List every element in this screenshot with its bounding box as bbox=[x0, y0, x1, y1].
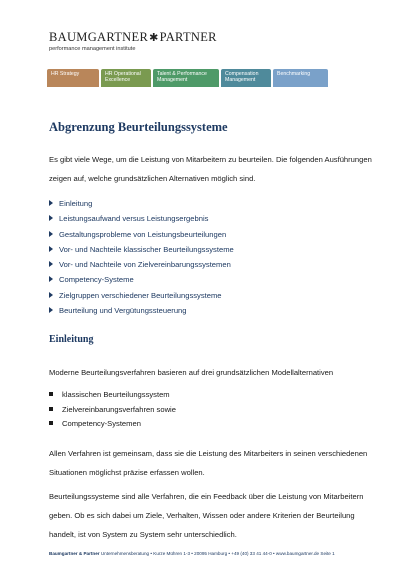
tab-hr-strategy[interactable]: HR Strategy bbox=[47, 69, 99, 87]
list-item bbox=[49, 417, 176, 432]
triangle-right-icon bbox=[49, 292, 53, 298]
list-item bbox=[49, 388, 176, 403]
toc-item[interactable] bbox=[49, 227, 234, 242]
logo-name-right: PARTNER bbox=[159, 30, 217, 44]
logo-wordmark bbox=[49, 31, 217, 45]
square-bullet-icon bbox=[49, 421, 53, 425]
list-item bbox=[49, 403, 176, 418]
triangle-right-icon bbox=[49, 307, 53, 313]
toc-link-competency[interactable]: Competency-Systeme bbox=[59, 275, 134, 285]
square-bullet-icon bbox=[49, 407, 53, 411]
triangle-right-icon bbox=[49, 215, 53, 221]
tab-talent-performance-management[interactable]: Talent & Performance Management bbox=[153, 69, 219, 87]
toc-link-klassische-systeme[interactable]: Vor- und Nachteile klassischer Beurteilungssysteme bbox=[59, 244, 234, 254]
toc-item[interactable] bbox=[49, 303, 234, 318]
toc-item[interactable] bbox=[49, 196, 234, 211]
footer-company: Baumgartner & Partner bbox=[49, 551, 100, 556]
triangle-right-icon bbox=[49, 231, 53, 237]
toc-link-leistungsaufwand[interactable]: Leistungsaufwand versus Leistungsergebnis bbox=[59, 214, 209, 224]
section-paragraph-3: Beurteilungssysteme sind alle Verfahren, die ein Feedback über die Leistung von Mitarbeitern geben. Ob es sich dabei um Ziele, Verhalten, Wissen oder andere Kriterien der Beurteilung handelt, ist von System zu System sehr unterschiedlich. bbox=[49, 492, 364, 539]
logo-tagline: performance management institute bbox=[49, 46, 136, 52]
footer-details: Unternehmensberatung • Kurze Mühren 1-3 • 20095 Hamburg • +49 (40) 33 41 44-0 • www.baumgartner.de bbox=[100, 551, 320, 556]
section-heading: Einleitung bbox=[49, 334, 94, 345]
star-icon: ✱ bbox=[149, 32, 159, 44]
list-item-text: Competency-Systemen bbox=[62, 419, 141, 428]
tab-benchmarking[interactable]: Benchmarking bbox=[273, 69, 328, 87]
section-paragraph-1: Moderne Beurteilungsverfahren basieren auf drei grundsätzlichen Modellalternativen bbox=[49, 368, 334, 377]
toc-item[interactable] bbox=[49, 272, 234, 287]
page-title: Abgrenzung Beurteilungssysteme bbox=[49, 120, 228, 134]
footer-page-number: Seite 1 bbox=[320, 551, 335, 556]
toc-link-zielvereinbarung[interactable]: Vor- und Nachteile von Zielvereinbarungssystemen bbox=[59, 260, 231, 270]
section-paragraph-2: Allen Verfahren ist gemeinsam, dass sie die Leistung des Mitarbeiters in seinen verschiedenen Situationen möglichst präzise erfassen wollen. bbox=[49, 449, 368, 477]
tab-compensation-management[interactable]: Compensation Management bbox=[221, 69, 271, 87]
company-logo bbox=[49, 31, 217, 52]
square-bullet-icon bbox=[49, 392, 53, 396]
toc-link-gestaltungsprobleme[interactable]: Gestaltungsprobleme von Leistungsbeurteilungen bbox=[59, 229, 227, 239]
toc-item[interactable] bbox=[49, 242, 234, 257]
bullet-list bbox=[49, 388, 176, 432]
table-of-contents bbox=[49, 196, 234, 318]
logo-name-left: BAUMGARTNER bbox=[49, 30, 149, 44]
triangle-right-icon bbox=[49, 200, 53, 206]
toc-item[interactable] bbox=[49, 288, 234, 303]
intro-paragraph: Es gibt viele Wege, um die Leistung von Mitarbeitern zu beurteilen. Die folgenden Ausführungen zeigen auf, welche grundsätzlichen Alternativen möglich sind. bbox=[49, 155, 372, 183]
list-item-text: Zielvereinbarungsverfahren sowie bbox=[62, 404, 176, 414]
toc-item[interactable] bbox=[49, 211, 234, 226]
toc-link-einleitung[interactable]: Einleitung bbox=[59, 199, 93, 208]
triangle-right-icon bbox=[49, 276, 53, 282]
triangle-right-icon bbox=[49, 261, 53, 267]
toc-link-zielgruppen[interactable]: Zielgruppen verschiedener Beurteilungssysteme bbox=[59, 290, 222, 300]
nav-tabs bbox=[47, 69, 330, 87]
triangle-right-icon bbox=[49, 246, 53, 252]
toc-item[interactable] bbox=[49, 257, 234, 272]
tab-hr-operational-excellence[interactable]: HR Operational Excellence bbox=[101, 69, 151, 87]
toc-link-verguetung[interactable]: Beurteilung und Vergütungssteuerung bbox=[59, 306, 187, 316]
list-item-text: klassischen Beurteilungssystem bbox=[62, 390, 170, 399]
page-footer bbox=[49, 551, 335, 556]
